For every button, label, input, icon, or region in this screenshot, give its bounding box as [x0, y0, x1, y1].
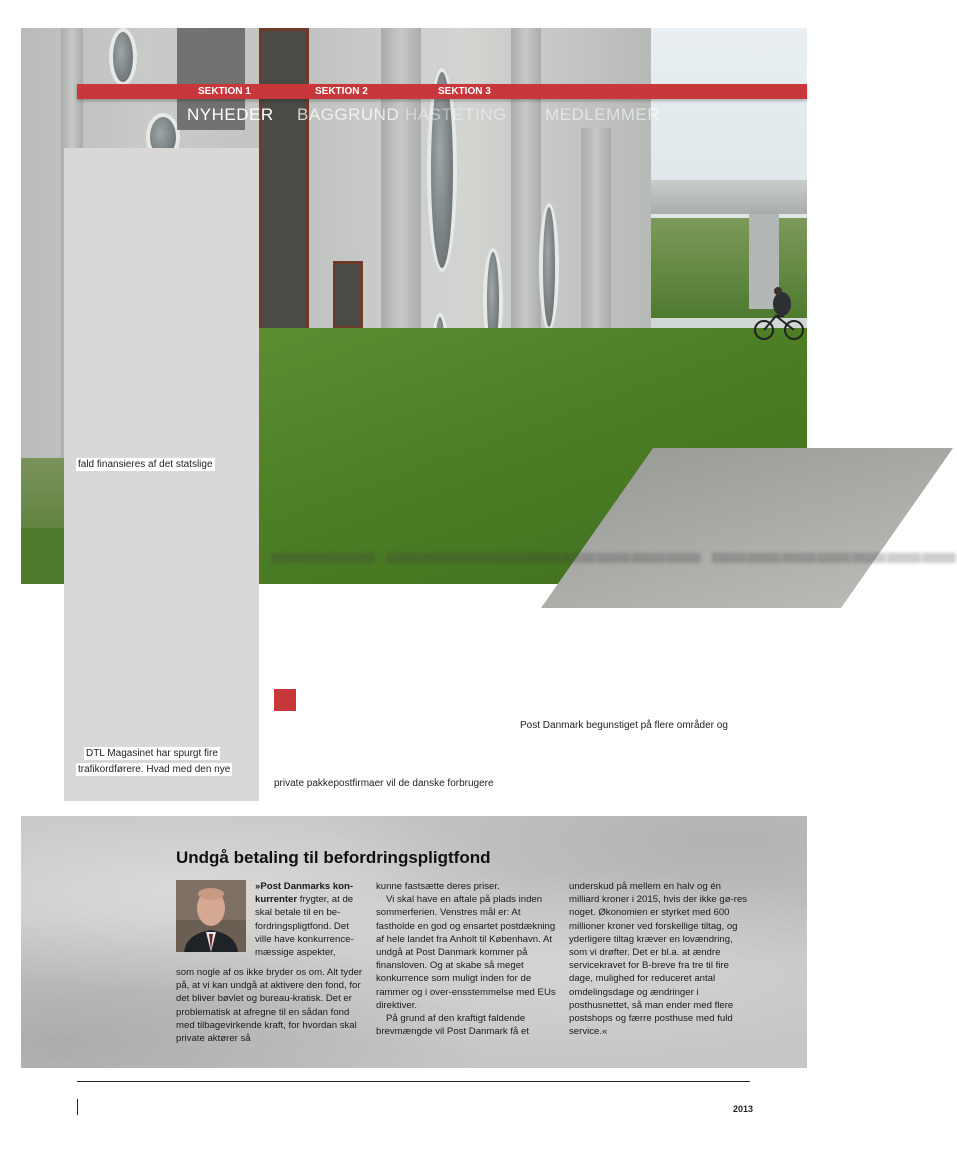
section-3-label: SEKTION 3 — [438, 86, 491, 97]
box-column-3 — [569, 880, 753, 1038]
footer-rule — [77, 1081, 750, 1082]
lead-bold: »Post Danmarks kon-kurrenter — [255, 881, 354, 906]
column-text: På grund af den kraftigt faldende brevmængde vil Post Danmark få et — [376, 1013, 530, 1038]
building-pillar — [581, 128, 611, 348]
sidebar-text-fragment: fald finansieres af det statslige — [78, 459, 213, 470]
section-2-label: SEKTION 2 — [315, 86, 368, 97]
column-text: kunne fastsætte deres priser. — [376, 881, 500, 892]
box-title: Undgå betaling til befordringspligtfond — [176, 848, 491, 867]
cyclist-figure — [754, 286, 804, 341]
portrait-photo — [176, 880, 246, 952]
column-text: som nogle af os ikke bryder os om. Alt tyder på, at vi kan undgå at aktivere den fond, for det bliver bøvlet og bureau-kratisk. Det er problematisk at afregne til en sådan fond med tilbagevirkende kraft, for hvordan skal private aktører så — [176, 967, 363, 1045]
body-text-fragment: private pakkepostfirmaer vil de danske forbrugere — [274, 778, 494, 789]
lead-rest: frygter, at de skal betale til en be-fordringspligtfond. Det ville have konkurrence-mæssige aspekter, — [255, 894, 354, 959]
body-text-fragment: Post Danmark begunstiget på flere områder og — [520, 720, 728, 731]
sidebar-question-line: DTL Magasinet har spurgt fire — [86, 748, 218, 759]
box-column-2 — [376, 880, 560, 1038]
red-marker-square — [274, 689, 296, 711]
porthole-window — [109, 28, 137, 86]
wall-panel — [333, 261, 363, 329]
box-column-1-bottom — [176, 966, 367, 1045]
tab-hasteting[interactable]: HASTETING — [405, 105, 507, 124]
box-column-1-top — [255, 880, 367, 959]
footer-tick — [77, 1099, 78, 1115]
sidebar-panel — [64, 148, 259, 801]
column-text: underskud på mellem en halv og én milliard kroner i 2015, hvis der ikke gø-res noget. Økonomien er styrket med 600 millioner kroner ved forskellige tiltag, og yderligere tiltag kræver en lovændring, som vi drøfter. Det er bl.a. at ændre servicekravet for B-breve fra tre til fire dage, mulighed for reduceret antal omdelingsdage og ændringer i posthusnettet, så man ender med flere postshops og færre posthuse med fuld service.« — [569, 881, 748, 1038]
porthole-window — [539, 203, 559, 331]
ghost-headline: ▬▬▬ ▬▬▬▬▬▬▬▬▬ ▬▬▬▬▬▬▬ — [271, 533, 957, 571]
tab-baggrund[interactable]: BAGGRUND — [297, 105, 400, 124]
sidebar-question-line: trafikordførere. Hvad med den nye — [78, 764, 231, 775]
section-1-label: SEKTION 1 — [198, 86, 251, 97]
bridge — [646, 180, 807, 214]
tab-medlemmer[interactable]: MEDLEMMER — [545, 105, 661, 124]
footer-year: 2013 — [733, 1104, 754, 1114]
tab-nyheder[interactable]: NYHEDER — [187, 105, 274, 124]
column-text: Vi skal have en aftale på plads inden sommerferien. Venstres mål er: At fastholde en god og ensartet postdækning af hele landet fra Anholt til København. At undgå at Post Danmark kommer på finansloven. Og at skabe så meget konkurrence som muligt inden for de rammer og i over-ensstemmelse med EUs direktiver. — [376, 894, 556, 1011]
